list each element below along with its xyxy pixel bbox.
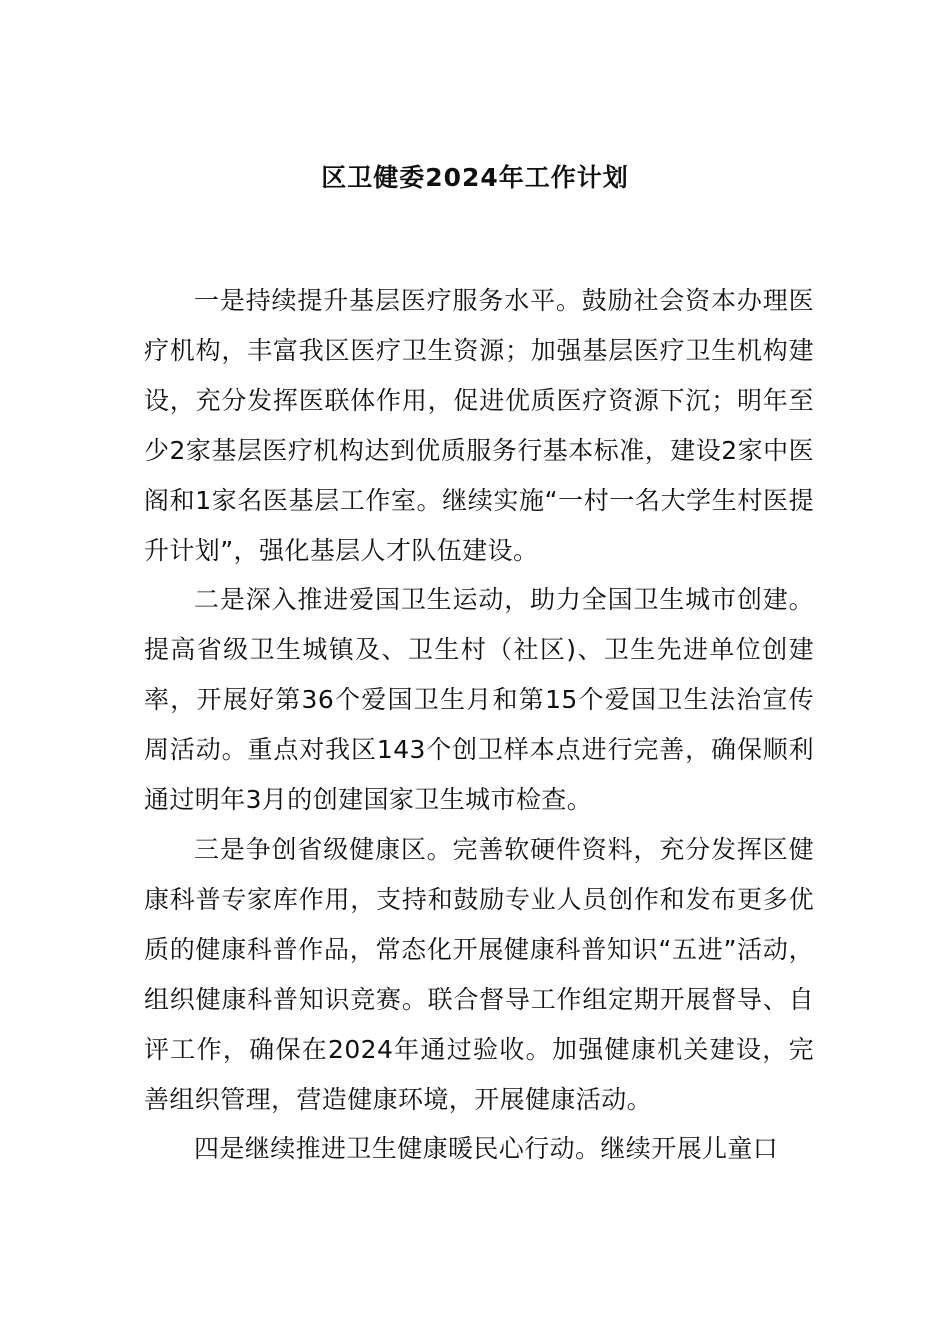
document-title: 区卫健委2024年工作计划	[321, 163, 629, 192]
document-body	[144, 276, 814, 1174]
paragraph-2: 二是深入推进爱国卫生运动，助力全国卫生城市创建。提高省级卫生城镇及、卫生村（社区)、卫生先进单位创建率，开展好第36个爱国卫生月和第15个爱国卫生法治宣传周活动。重点对我区143个创卫样本点进行完善，确保顺利通过明年3月的创建国家卫生城市检查。	[144, 585, 814, 815]
paragraph-1: 一是持续提升基层医疗服务水平。鼓励社会资本办理医疗机构，丰富我区医疗卫生资源；加强基层医疗卫生机构建设，充分发挥医联体作用，促进优质医疗资源下沉；明年至少2家基层医疗机构达到优质服务行基本标准，建设2家中医阁和1家名医基层工作室。继续实施“一村一名大学生村医提升计划”，强化基层人才队伍建设。	[144, 286, 814, 565]
paragraph-4: 四是继续推进卫生健康暖民心行动。继续开展儿童口	[194, 1134, 779, 1164]
paragraph-3: 三是争创省级健康区。完善软硬件资料，充分发挥区健康科普专家库作用，支持和鼓励专业人员创作和发布更多优质的健康科普作品，常态化开展健康科普知识“五进”活动，组织健康科普知识竞赛。联合督导工作组定期开展督导、自评工作，确保在2024年通过验收。加强健康机关建设，完善组织管理，营造健康环境，开展健康活动。	[144, 834, 814, 1114]
